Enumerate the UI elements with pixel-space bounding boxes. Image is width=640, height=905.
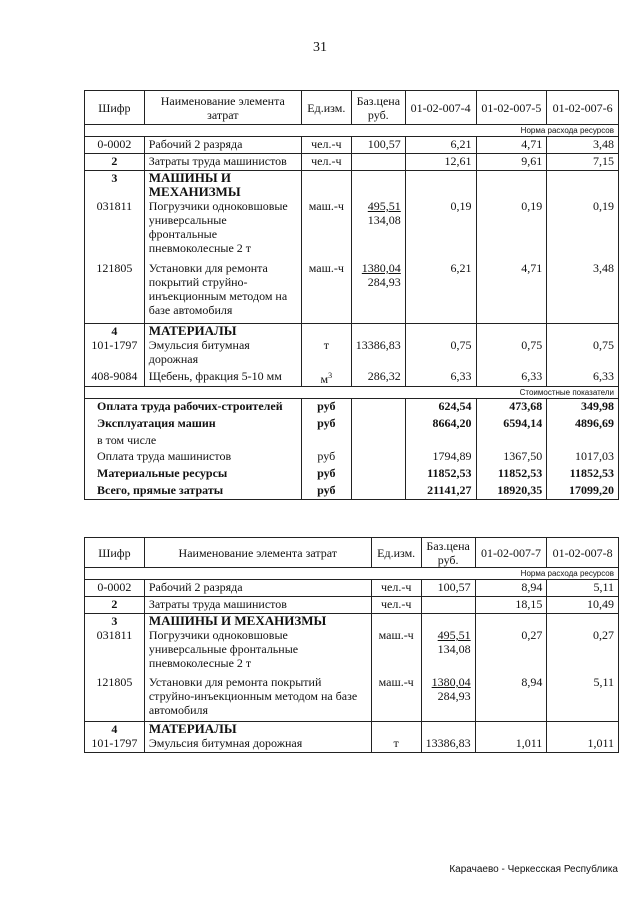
norm-subheader: Норма расхода ресурсов — [85, 568, 619, 580]
cost-row: Оплата труда рабочих-строителей руб 624,54 473,68 349,98 — [85, 399, 619, 416]
table-row: 101-1797 Эмульсия битумная дорожная т 13386,83 0,75 0,75 0,75 — [85, 338, 619, 369]
cost-row: в том числе — [85, 433, 619, 449]
header-col-2: 01-02-007-5 — [476, 91, 547, 125]
norms-table-1 — [84, 90, 619, 500]
header-code: Шифр — [85, 91, 145, 125]
section-heading-materials: 4 МАТЕРИАЛЫ — [85, 323, 619, 338]
header-name: Наименование элемента затрат — [144, 91, 301, 125]
header-unit: Ед.изм. — [371, 538, 421, 568]
norm-subheader: Норма расхода ресурсов — [85, 125, 619, 137]
table-row: 408-9084 Щебень, фракция 5-10 мм $м^3$ 286,32 6,33 6,33 6,33 — [85, 369, 619, 387]
table-header — [85, 91, 619, 125]
table-row: 101-1797 Эмульсия битумная дорожная т 13386,83 1,011 1,011 — [85, 736, 619, 753]
header-price: Баз.цена руб. — [351, 91, 405, 125]
section-heading-machines: 3 МАШИНЫ И МЕХАНИЗМЫ — [85, 171, 619, 200]
section-heading-machines: 3 МАШИНЫ И МЕХАНИЗМЫ — [85, 614, 619, 629]
table-row: 0-0002 Рабочий 2 разряда чел.-ч 100,57 8,94 5,11 — [85, 580, 619, 597]
cost-row: Эксплуатация машин руб 8664,20 6594,14 4896,69 — [85, 416, 619, 433]
page-number: 31 — [313, 40, 327, 55]
header-col-1: 01-02-007-7 — [475, 538, 547, 568]
table-row: 121805 Установки для ремонта покрытий струйно-инъекционным методом на базе автомобиля маш.-ч 1380,04 284,93 8,94 5,11 — [85, 675, 619, 721]
table-row: 2 Затраты труда машинистов чел.-ч 12,61 9,61 7,15 — [85, 154, 619, 171]
table-row: 031811 Погрузчики одноковшовые универсальные фронтальные пневмоколесные 2 т маш.-ч 495,51 134,08 0,19 0,19 0,19 — [85, 199, 619, 261]
table-row: 121805 Установки для ремонта покрытий струйно-инъекционным методом на базе автомобиля маш.-ч 1380,04 284,93 6,21 4,71 3,48 — [85, 261, 619, 323]
header-code: Шифр — [85, 538, 145, 568]
cost-row: Всего, прямые затраты руб 21141,27 18920,35 17099,20 — [85, 483, 619, 500]
cost-row: Оплата труда машинистов руб 1794,89 1367,50 1017,03 — [85, 449, 619, 466]
table-row: 0-0002 Рабочий 2 разряда чел.-ч 100,57 6,21 4,71 3,48 — [85, 137, 619, 154]
footer-region: Карачаево - Черкесская Республика — [449, 864, 618, 875]
header-unit: Ед.изм. — [301, 91, 351, 125]
table-header — [85, 538, 619, 568]
header-price: Баз.цена руб. — [421, 538, 475, 568]
header-col-1: 01-02-007-4 — [405, 91, 476, 125]
header-col-2: 01-02-007-8 — [547, 538, 619, 568]
header-col-3: 01-02-007-6 — [547, 91, 619, 125]
section-heading-materials: 4 МАТЕРИАЛЫ — [85, 721, 619, 736]
cost-row: Материальные ресурсы руб 11852,53 11852,53 11852,53 — [85, 466, 619, 483]
header-name: Наименование элемента затрат — [144, 538, 371, 568]
table-row: 031811 Погрузчики одноковшовые универсальные фронтальные пневмоколесные 2 т маш.-ч 495,51 134,08 0,27 0,27 — [85, 628, 619, 675]
norms-table-2 — [84, 537, 619, 753]
cost-subheader: Стоимостные показатели — [85, 387, 619, 399]
table-row: 2 Затраты труда машинистов чел.-ч 18,15 10,49 — [85, 597, 619, 614]
